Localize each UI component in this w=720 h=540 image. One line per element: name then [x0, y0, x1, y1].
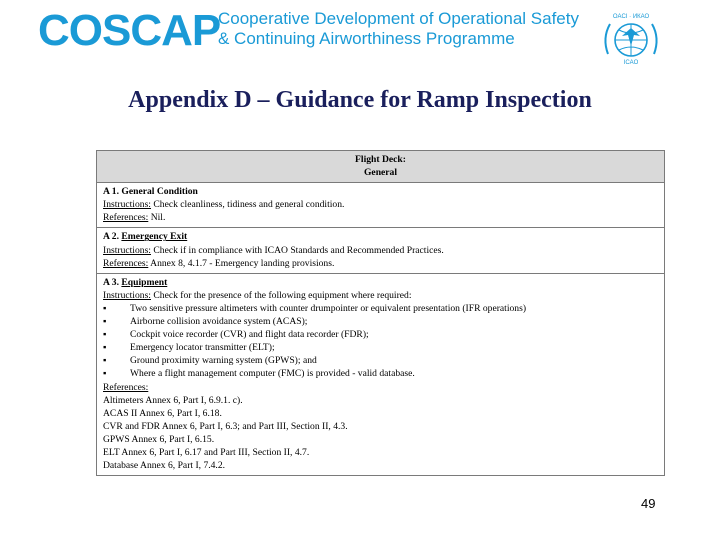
page-number: 49 — [641, 496, 656, 511]
list-item — [103, 328, 658, 341]
logo-text: COSCAP — [38, 6, 221, 55]
reference-line: ACAS II Annex 6, Part I, 6.18. — [103, 407, 222, 419]
section-title — [103, 230, 658, 243]
references-label: References: — [103, 381, 149, 393]
instructions-label: Instructions: — [103, 244, 151, 256]
list-item-text: Two sensitive pressure altimeters with counter drumpointer or equivalent presentation (IFR operations) — [130, 302, 527, 314]
page-title: Appendix D – Guidance for Ramp Inspection — [128, 87, 592, 113]
list-item-text: Where a flight management computer (FMC) is provided - valid database. — [130, 368, 415, 380]
references-text: Annex 8, 4.1.7 - Emergency landing provisions. — [150, 257, 335, 269]
references-text: Nil. — [150, 212, 166, 224]
instructions-text: Check cleanliness, tidiness and general condition. — [153, 199, 345, 211]
list-item-text: Cockpit voice recorder (CVR) and flight data recorder (FDR); — [130, 329, 369, 341]
section-name: General Condition — [121, 186, 198, 198]
list-item-text: Ground proximity warning system (GPWS); and — [130, 355, 317, 367]
table-header — [97, 151, 664, 183]
references-label: References: — [103, 212, 149, 224]
reference-line: GPWS Annex 6, Part I, 6.15. — [103, 433, 215, 445]
list-item — [103, 367, 658, 380]
bullet-icon: ▪ — [103, 302, 107, 314]
section-a2 — [97, 228, 664, 273]
references-label: References: — [103, 257, 149, 269]
section-a1 — [97, 183, 664, 228]
section-code: A 1. — [103, 186, 119, 198]
tagline-line-2: & Continuing Airworthiness Programme — [218, 29, 515, 48]
list-item-text: Emergency locator transmitter (ELT); — [130, 342, 275, 354]
tagline — [218, 9, 579, 49]
table-header-line-2: General — [363, 167, 398, 179]
icao-emblem-icon — [598, 10, 664, 66]
list-item — [103, 354, 658, 367]
instructions-text: Check for the presence of the following equipment where required: — [153, 289, 412, 301]
instructions-label: Instructions: — [103, 289, 151, 301]
list-item — [103, 302, 658, 315]
inspection-table — [96, 150, 665, 476]
reference-line: Database Annex 6, Part I, 7.4.2. — [103, 460, 226, 472]
section-title — [103, 185, 658, 198]
list-item — [103, 341, 658, 354]
emblem-bottom-text: ICAO — [623, 60, 639, 66]
list-item — [103, 315, 658, 328]
table-header-line-1: Flight Deck: — [355, 154, 406, 165]
instructions — [103, 198, 658, 211]
section-name: Equipment — [121, 276, 168, 288]
section-name: Emergency Exit — [121, 231, 188, 243]
references — [103, 257, 658, 270]
section-code: A 2. — [103, 231, 119, 243]
bullet-icon: ▪ — [103, 368, 107, 380]
reference-line: ELT Annex 6, Part I, 6.17 and Part III, Section II, 4.7. — [103, 446, 310, 458]
bullet-icon: ▪ — [103, 329, 107, 341]
instructions-text: Check if in compliance with ICAO Standards and Recommended Practices. — [153, 244, 444, 256]
bullet-icon: ▪ — [103, 342, 107, 354]
instructions-label: Instructions: — [103, 199, 151, 211]
tagline-line-1: Cooperative Development of Operational Safety — [218, 9, 579, 28]
instructions — [103, 289, 658, 302]
bullet-icon: ▪ — [103, 355, 107, 367]
section-a3 — [97, 274, 664, 475]
reference-line: Altimeters Annex 6, Part I, 6.9.1. c). — [103, 394, 243, 406]
list-item-text: Airborne collision avoidance system (ACAS); — [130, 316, 308, 328]
instructions — [103, 244, 658, 257]
bullet-icon: ▪ — [103, 316, 107, 328]
references — [103, 211, 658, 224]
section-code: A 3. — [103, 276, 119, 288]
reference-line: CVR and FDR Annex 6, Part I, 6.3; and Part III, Section II, 4.3. — [103, 420, 348, 432]
section-title — [103, 276, 658, 289]
emblem-top-text: OACI · ИКАО — [612, 14, 650, 20]
